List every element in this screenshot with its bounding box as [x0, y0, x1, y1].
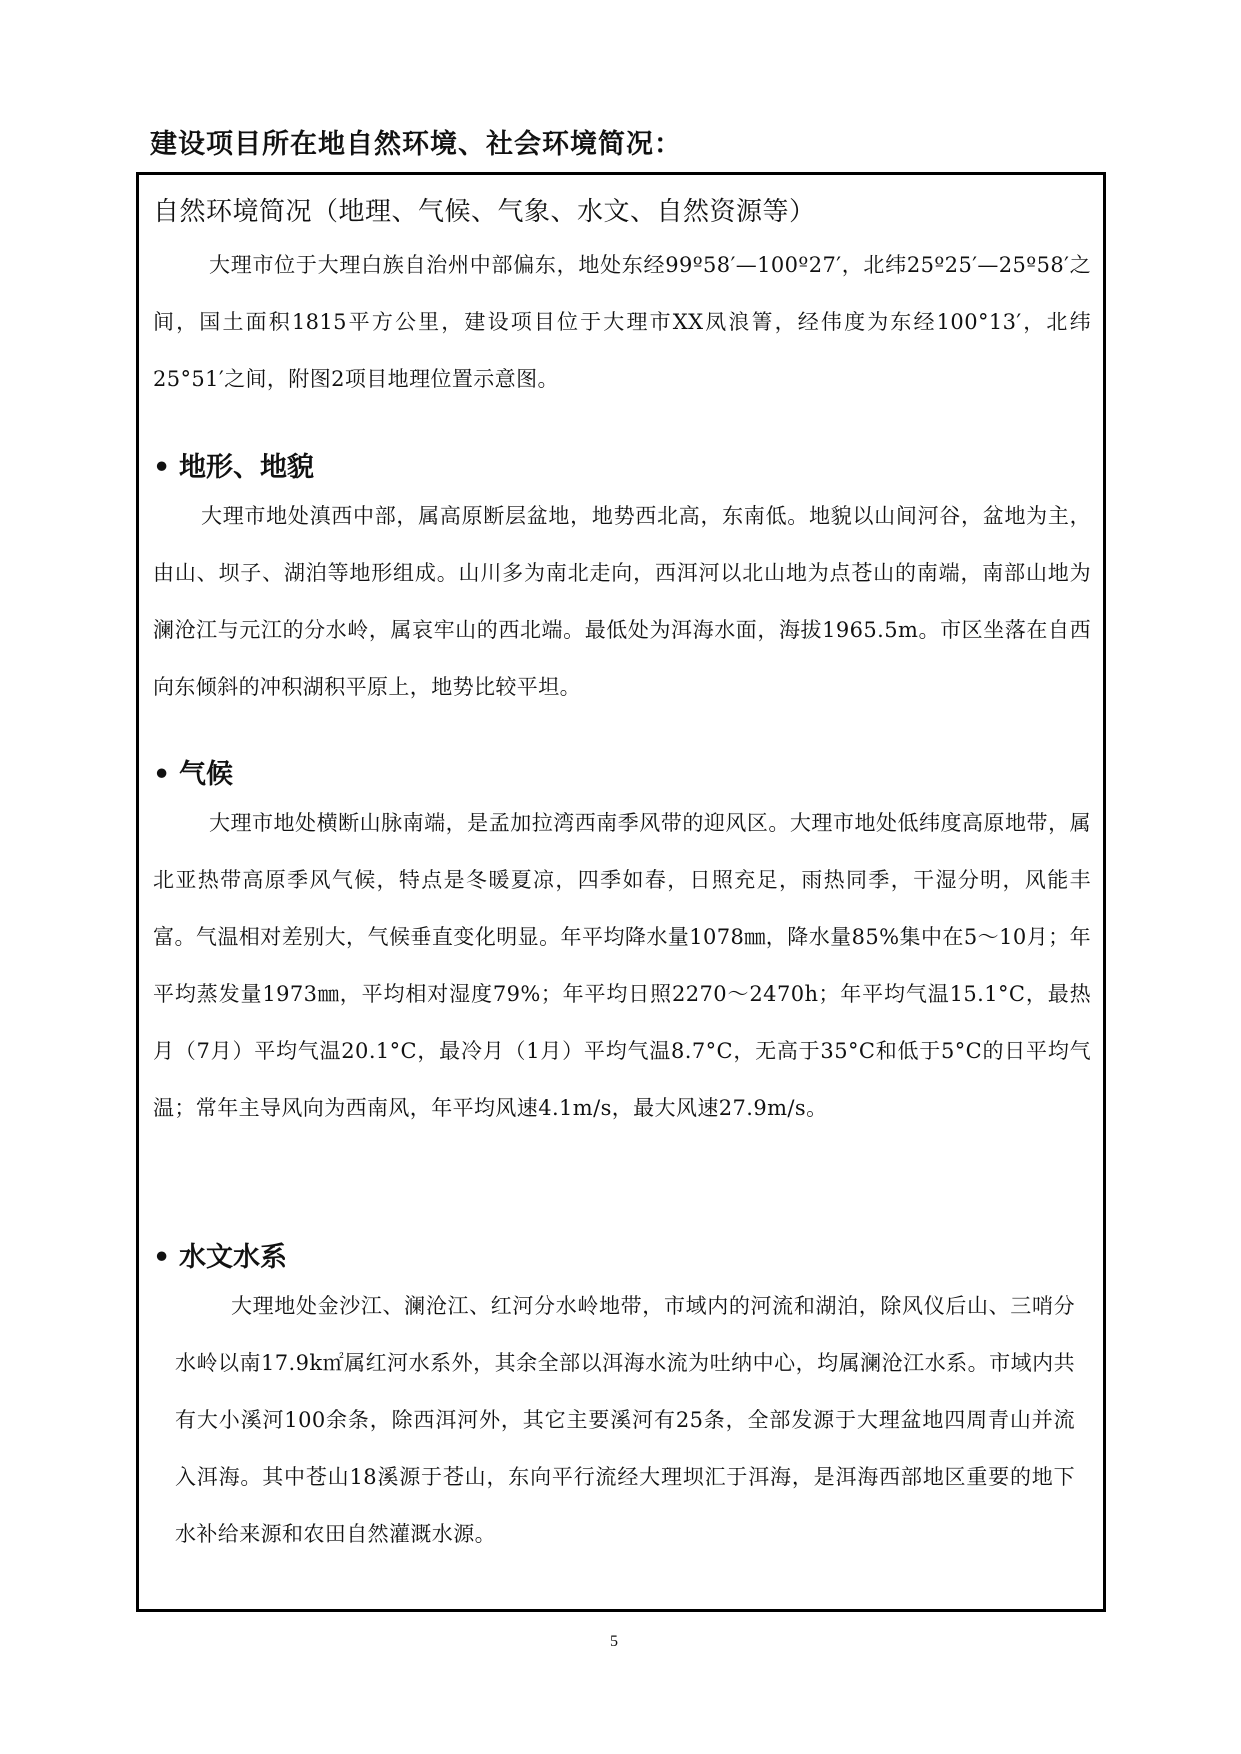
hydrology-paragraph: 大理地处金沙江、澜沧江、红河分水岭地带，市域内的河流和湖泊，除风仪后山、三哨分水岭以南17.9k㎡属红河水系外，其余全部以洱海水流为吐纳中心，均属澜沧江水系。市域内共有大小溪河100余条，除西洱河外，其它主要溪河有25条，全部发源于大理盆地四周青山并流入洱海。其中苍山18溪源于苍山，东向平行流经大理坝汇于洱海，是洱海西部地区重要的地下水补给来源和农田自然灌溉水源。: [175, 1294, 1075, 1546]
page-number: 5: [610, 1633, 618, 1650]
section-heading-hydrology: [153, 1235, 287, 1274]
content-frame: [136, 172, 1106, 1612]
intro-paragraph: 大理市位于大理白族自治州中部偏东，地处东经99º58′—100º27′，北纬25º25′—25º58′之间，国土面积1815平方公里，建设项目位于大理市XX凤浪箐，经伟度为东经100°13′，北纬25°51′之间，附图2项目地理位置示意图。: [153, 253, 1091, 391]
section-title: 地形、地貌: [179, 452, 314, 483]
bullet-icon: •: [153, 759, 171, 790]
section-heading-terrain: [153, 445, 314, 484]
climate-paragraph: 大理市地处横断山脉南端，是孟加拉湾西南季风带的迎风区。大理市地处低纬度高原地带，属北亚热带高原季风气候，特点是冬暖夏凉，四季如春，日照充足，雨热同季，干湿分明，风能丰富。气温相对差别大，气候垂直变化明显。年平均降水量1078㎜，降水量85%集中在5～10月；年平均蒸发量1973㎜，平均相对湿度79%；年平均日照2270～2470h；年平均气温15.1°C，最热月（7月）平均气温20.1°C，最冷月（1月）平均气温8.7°C，无高于35°C和低于5°C的日平均气温；常年主导风向为西南风，年平均风速4.1m/s，最大风速27.9m/s。: [153, 811, 1091, 1120]
section-heading-climate: [153, 752, 233, 791]
section-title: 气候: [179, 759, 233, 790]
section-title: 水文水系: [179, 1242, 287, 1273]
bullet-icon: •: [153, 452, 171, 483]
page-heading: 建设项目所在地自然环境、社会环境简况：: [150, 129, 682, 160]
terrain-paragraph: 大理市地处滇西中部，属高原断层盆地，地势西北高，东南低。地貌以山间河谷，盆地为主，由山、坝子、湖泊等地形组成。山川多为南北走向，西洱河以北山地为点苍山的南端，南部山地为澜沧江与元江的分水岭，属哀牢山的西北端。最低处为洱海水面，海拔1965.5m。市区坐落在自西向东倾斜的冲积湖积平原上，地势比较平坦。: [153, 504, 1091, 699]
bullet-icon: •: [153, 1242, 171, 1273]
box-title: 自然环境简况（地理、气候、气象、水文、自然资源等）: [153, 197, 816, 227]
